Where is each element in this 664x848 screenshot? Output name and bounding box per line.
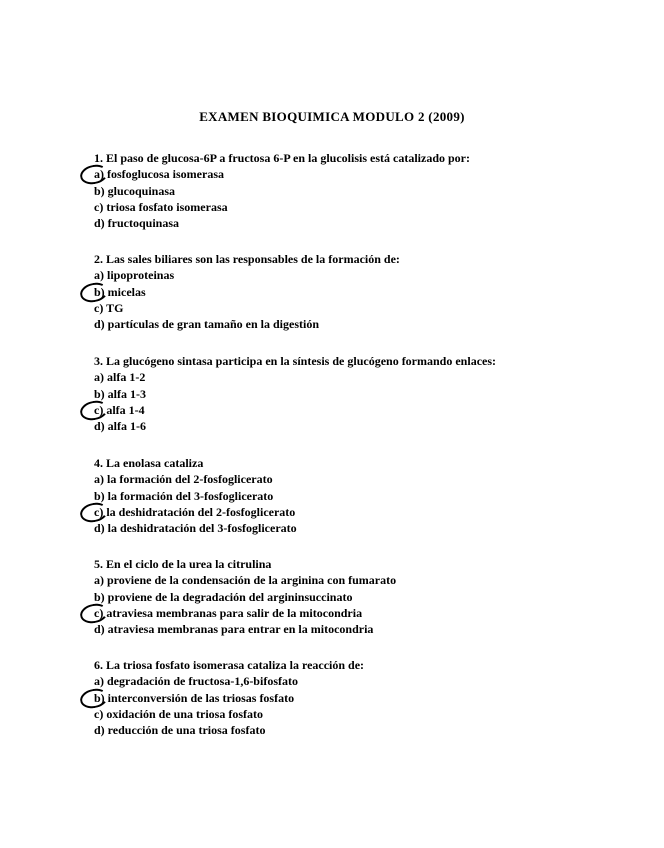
option-label: c) oxidación de una triosa fosfato [94,706,263,721]
option-label: b) interconversión de las triosas fosfato [94,690,295,705]
option-c[interactable] [94,504,614,520]
page-title: EXAMEN BIOQUIMICA MODULO 2 (2009) [199,109,465,124]
option-label: d) fructoquinasa [94,216,180,231]
option-label: c) alfa 1-4 [94,402,145,417]
option-d[interactable] [94,621,614,637]
option-label: a) fosfoglucosa isomerasa [94,167,224,182]
option-b[interactable] [94,284,614,300]
question-text: 5. En el ciclo de la urea la citrulina [94,557,272,571]
question-text: 6. La triosa fosfato isomerasa cataliza la reacción de: [94,658,365,672]
option-label: d) alfa 1-6 [94,419,146,434]
option-label: b) alfa 1-3 [94,386,146,401]
question-text: 2. Las sales biliares son las responsables de la formación de: [94,252,400,266]
option-a[interactable] [94,572,614,588]
question-2 [94,251,614,332]
option-label: d) atraviesa membranas para entrar en la mitocondria [94,622,374,637]
option-label: a) lipoproteinas [94,268,175,283]
option-b[interactable] [94,183,614,199]
option-label: c) la deshidratación del 2-fosfoglicerato [94,504,296,519]
option-label: b) proviene de la degradación del argininsuccinato [94,589,353,604]
question-5 [94,556,614,637]
option-label: c) atraviesa membranas para salir de la mitocondria [94,605,363,620]
option-c[interactable] [94,706,614,722]
option-b[interactable] [94,386,614,402]
option-d[interactable] [94,418,614,434]
question-4 [94,455,614,536]
option-c[interactable] [94,402,614,418]
question-3 [94,353,614,434]
option-a[interactable] [94,471,614,487]
option-a[interactable] [94,166,614,182]
option-label: b) la formación del 3-fosfoglicerato [94,488,274,503]
option-label: a) proviene de la condensación de la arginina con fumarato [94,573,397,588]
option-b[interactable] [94,589,614,605]
option-label: c) TG [94,300,124,315]
option-label: d) reducción de una triosa fosfato [94,723,266,738]
option-label: c) triosa fosfato isomerasa [94,199,228,214]
question-text: 1. El paso de glucosa-6P a fructosa 6-P en la glucolisis está catalizado por: [94,151,470,165]
option-label: d) la deshidratación del 3-fosfoglicerato [94,521,297,536]
option-a[interactable] [94,267,614,283]
option-a[interactable] [94,673,614,689]
option-label: b) micelas [94,284,146,299]
option-label: d) partículas de gran tamaño en la digestión [94,317,320,332]
option-b[interactable] [94,488,614,504]
question-text: 4. La enolasa cataliza [94,456,204,470]
option-label: b) glucoquinasa [94,183,176,198]
question-6 [94,657,614,738]
option-d[interactable] [94,215,614,231]
question-1 [94,150,614,231]
option-b[interactable] [94,690,614,706]
option-c[interactable] [94,199,614,215]
option-label: a) alfa 1-2 [94,370,146,385]
option-label: a) la formación del 2-fosfoglicerato [94,472,273,487]
option-c[interactable] [94,605,614,621]
option-d[interactable] [94,316,614,332]
option-c[interactable] [94,300,614,316]
option-d[interactable] [94,520,614,536]
option-a[interactable] [94,369,614,385]
option-d[interactable] [94,722,614,738]
question-text: 3. La glucógeno sintasa participa en la síntesis de glucógeno formando enlaces: [94,354,497,368]
option-label: a) degradación de fructosa-1,6-bifosfato [94,674,298,689]
